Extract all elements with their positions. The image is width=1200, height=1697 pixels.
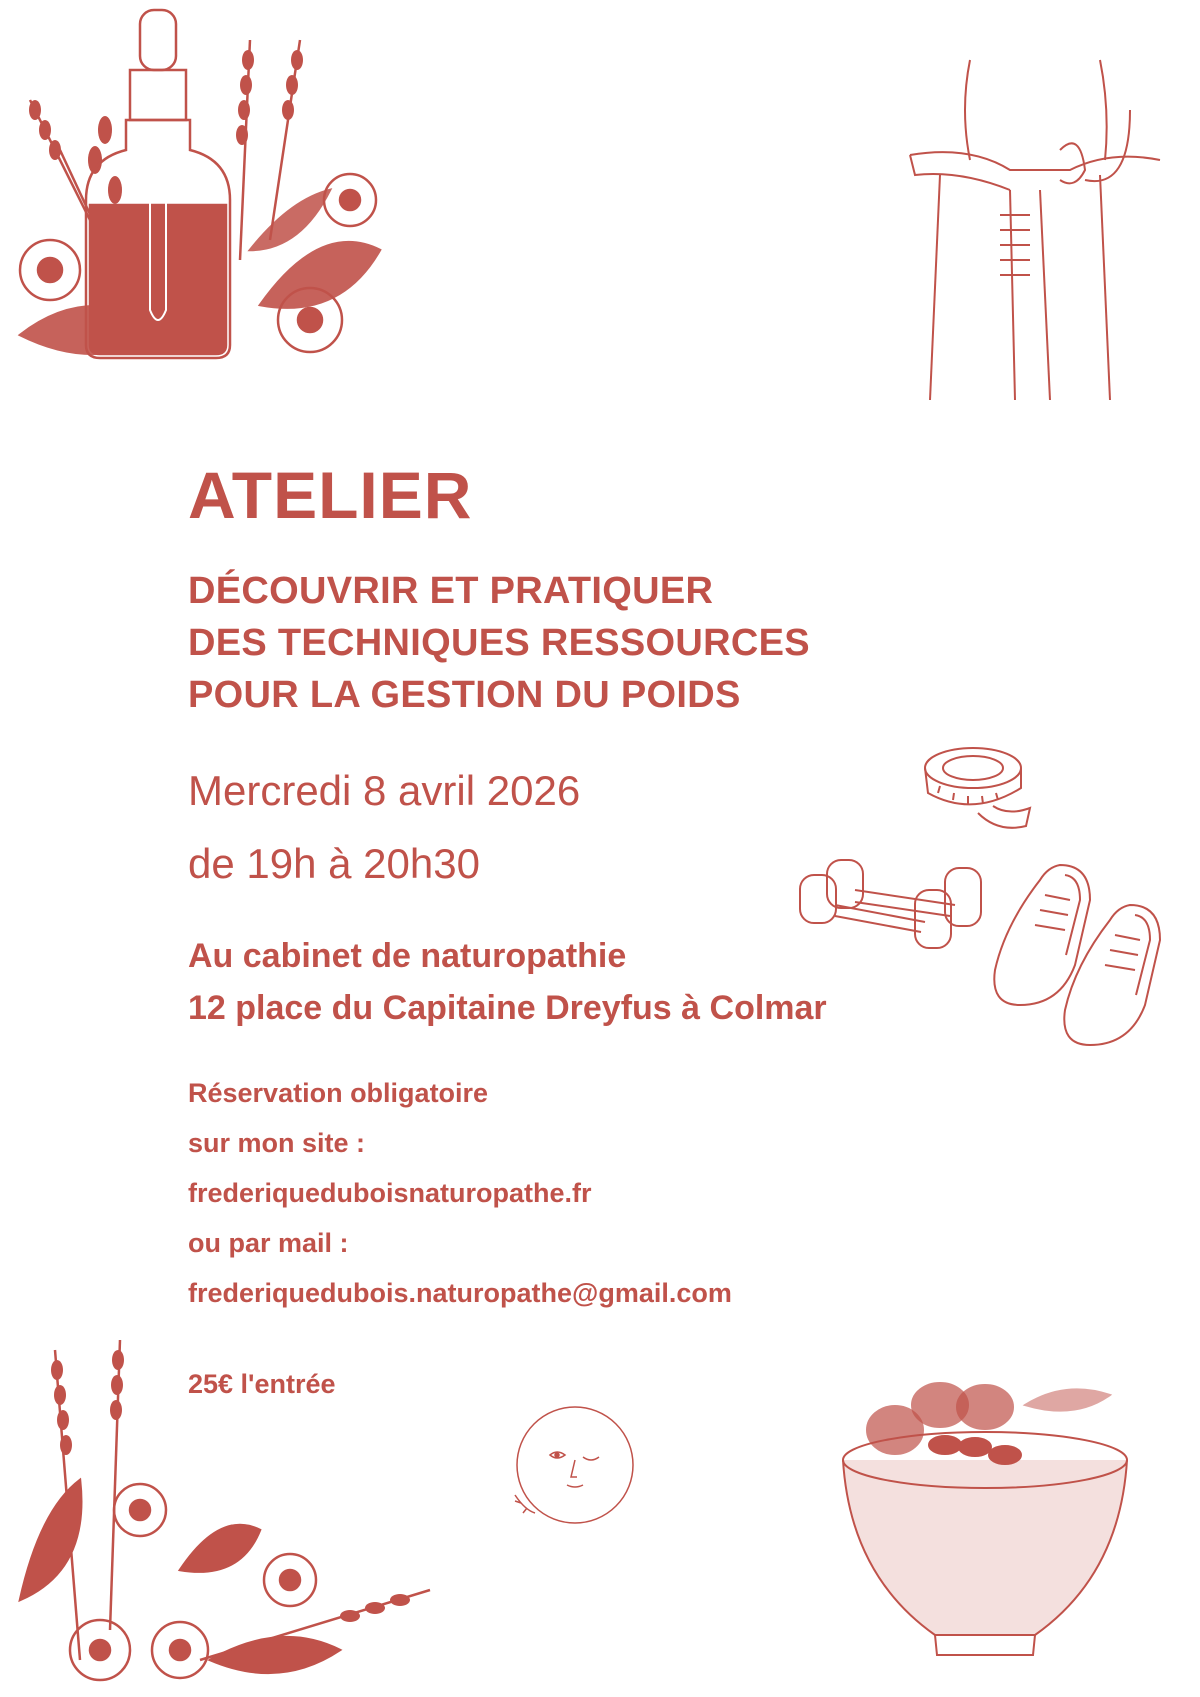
location-line: Au cabinet de naturopathie [188, 937, 627, 975]
subtitle-line: DÉCOUVRIR ET PRATIQUER [188, 570, 714, 612]
price: 25€ l'entrée [188, 1369, 336, 1399]
flowers-corner-illustration [0, 1330, 470, 1697]
event-time: de 19h à 20h30 [188, 840, 480, 887]
event-date: Mercredi 8 avril 2026 [188, 767, 581, 814]
jeans-waist-illustration [900, 50, 1170, 400]
email-link[interactable]: frederiquedubois.naturopathe@gmail.com [188, 1278, 732, 1308]
dumbbells-illustration [795, 850, 995, 960]
event-location [188, 930, 827, 1034]
location-line: 12 place du Capitaine Dreyfus à Colmar [188, 989, 827, 1027]
event-subtitle [188, 565, 810, 721]
subtitle-line: DES TECHNIQUES RESSOURCES [188, 622, 810, 664]
brand-logo [495, 1385, 655, 1545]
sneakers-illustration [980, 855, 1180, 1055]
reservation-line: ou par mail : [188, 1228, 349, 1258]
reservation-info [188, 1068, 732, 1318]
fruit-bowl-illustration [825, 1375, 1145, 1675]
dropper-bottle-flowers-illustration [0, 0, 420, 390]
website-link[interactable]: frederiqueduboisnaturopathe.fr [188, 1178, 592, 1208]
reservation-line: sur mon site : [188, 1128, 366, 1158]
reservation-line: Réservation obligatoire [188, 1078, 489, 1108]
event-title: ATELIER [188, 458, 473, 532]
subtitle-line: POUR LA GESTION DU POIDS [188, 674, 741, 716]
tape-measure-illustration [918, 738, 1038, 848]
